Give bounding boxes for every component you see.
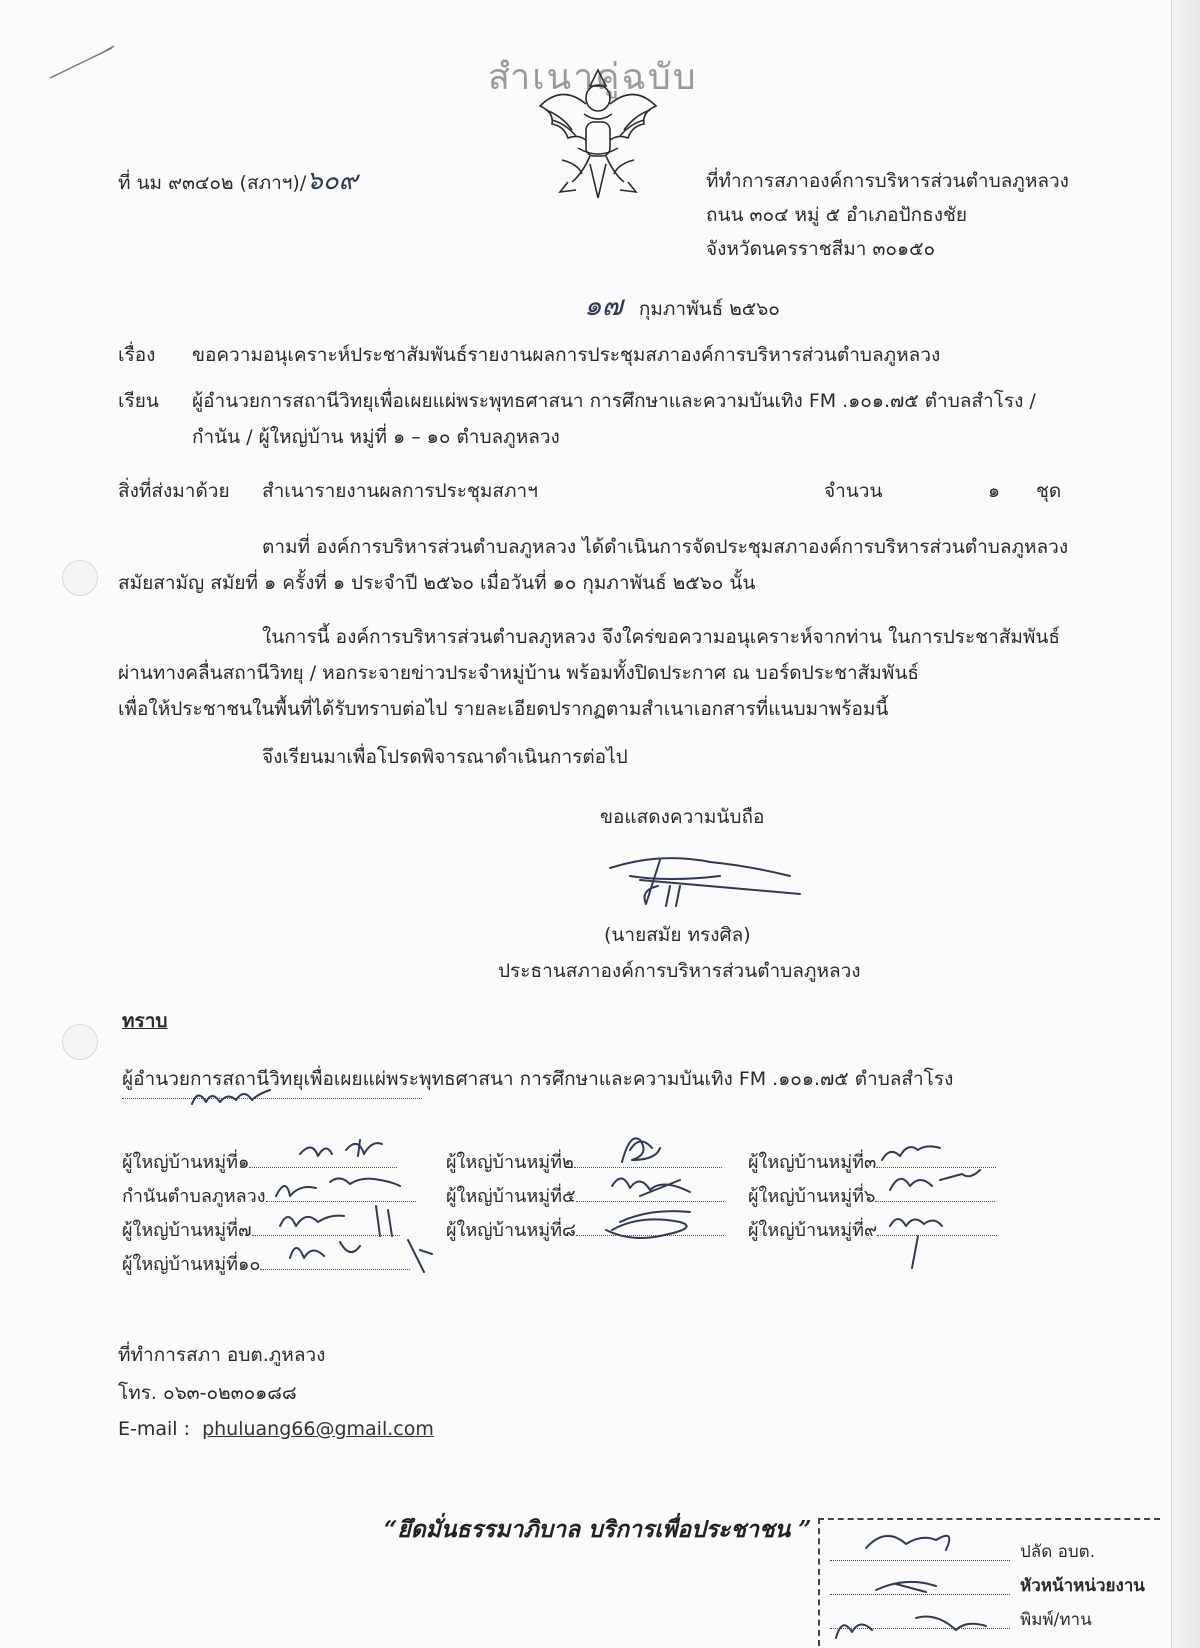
radio-director-line: ผู้อำนวยการสถานีวิทยุเพื่อเผยแผ่พระพุทธศาสนา การศึกษาและความบันเทิง FM .๑๐๑.๗๕ ตำบลสำโรง bbox=[122, 1068, 954, 1090]
email-row: E-mail : phuluang66@gmail.com bbox=[118, 1418, 434, 1440]
closing-regards: ขอแสดงความนับถือ bbox=[600, 806, 765, 828]
signoff-headman-10: ผู้ใหญ่บ้านหมู่ที่๑๐ bbox=[122, 1256, 410, 1274]
email-link[interactable]: phuluang66@gmail.com bbox=[202, 1418, 434, 1440]
paragraph-2-line-1: ในการนี้ องค์การบริหารส่วนตำบลภูหลวง จึงใคร่ขอความอนุเคราะห์จากท่าน ในการประชาสัมพันธ์ bbox=[262, 626, 1060, 648]
paragraph-2-line-2: ผ่านทางคลื่นสถานีวิทยุ / หอกระจายข่าวประจำหมู่บ้าน พร้อมทั้งปิดประกาศ ณ บอร์ดประชาสัมพันธ์ bbox=[118, 662, 919, 684]
address-line-1: ที่ทำการสภาองค์การบริหารส่วนตำบลภูหลวง bbox=[706, 170, 1069, 192]
page-edge bbox=[1171, 0, 1200, 1648]
stamp-line-2: หัวหน้าหน่วยงาน bbox=[1020, 1576, 1145, 1596]
subject-text: ขอความอนุเคราะห์ประชาสัมพันธ์รายงานผลการประชุมสภาองค์การบริหารส่วนตำบลภูหลวง bbox=[192, 344, 941, 366]
letter-date: ๑๗ กุมภาพันธ์ ๒๕๖๐ bbox=[584, 289, 780, 322]
signoff-headman-5: ผู้ใหญ่บ้านหมู่ที่๕ bbox=[446, 1188, 724, 1206]
garuda-emblem-icon bbox=[532, 64, 664, 204]
signoff-headman-2: ผู้ใหญ่บ้านหมู่ที่๒ bbox=[446, 1154, 722, 1172]
signoff-headman-1: ผู้ใหญ่บ้านหมู่ที่๑ bbox=[122, 1154, 397, 1172]
signoff-headman-8: ผู้ใหญ่บ้านหมู่ที่๘ bbox=[446, 1222, 724, 1240]
office-phone: โทร. ๐๖๓-๐๒๓๐๑๘๘ bbox=[118, 1382, 297, 1404]
signoff-headman-6: ผู้ใหญ่บ้านหมู่ที่๖ bbox=[748, 1188, 995, 1206]
signer-position: ประธานสภาองค์การบริหารส่วนตำบลภูหลวง bbox=[498, 960, 861, 982]
signoff-kamnan: กำนันตำบลภูหลวง bbox=[122, 1188, 416, 1206]
handwritten-day: ๑๗ bbox=[584, 289, 623, 322]
pen-mark bbox=[40, 40, 130, 90]
stamp-signatures bbox=[826, 1520, 1026, 1644]
to-label: เรียน bbox=[118, 390, 159, 412]
headmen-signatures bbox=[0, 1130, 1100, 1290]
subject-label: เรื่อง bbox=[118, 344, 156, 366]
punch-hole bbox=[62, 1024, 98, 1060]
paragraph-2-line-3: เพื่อให้ประชาชนในพื้นที่ได้รับทราบต่อไป รายละเอียดปรากฏตามสำเนาเอกสารที่แนบมาพร้อมนี้ bbox=[118, 698, 889, 720]
enclosure-text: สำเนารายงานผลการประชุมสภาฯ bbox=[262, 480, 538, 502]
paragraph-1-line-1: ตามที่ องค์การบริหารส่วนตำบลภูหลวง ได้ดำเนินการจัดประชุมสภาองค์การบริหารส่วนตำบลภูหลวง bbox=[262, 536, 1069, 558]
president-signature bbox=[600, 846, 810, 916]
paragraph-3: จึงเรียนมาเพื่อโปรดพิจารณาดำเนินการต่อไป bbox=[262, 746, 628, 768]
signoff-headman-3: ผู้ใหญ่บ้านหมู่ที่๓ bbox=[748, 1154, 996, 1172]
address-line-2: ถนน ๓๐๔ หมู่ ๕ อำเภอปักธงชัย bbox=[706, 204, 968, 226]
signoff-headman-7: ผู้ใหญ่บ้านหมู่ที่๗ bbox=[122, 1222, 400, 1240]
radio-director-signature bbox=[188, 1082, 278, 1112]
copy-stamp: สำเนาคู่ฉบับ bbox=[488, 57, 698, 98]
paragraph-1-line-2: สมัยสามัญ สมัยที่ ๑ ครั้งที่ ๑ ประจำปี ๒๕๖๐ เมื่อวันที่ ๑๐ กุมภาพันธ์ ๒๕๖๐ นั้น bbox=[118, 572, 756, 594]
quantity-label: จำนวน bbox=[824, 480, 883, 502]
slogan: “ยึดมั่นธรรมาภิบาล บริการเพื่อประชาชน ” bbox=[384, 1516, 812, 1543]
quantity-unit: ชุด bbox=[1036, 480, 1062, 502]
acknowledge-heading: ทราบ bbox=[122, 1010, 168, 1032]
enclosure-label: สิ่งที่ส่งมาด้วย bbox=[118, 480, 230, 502]
signer-name: (นายสมัย ทรงศิล) bbox=[604, 924, 751, 946]
reference-number: ที่ นม ๙๓๔๐๒ (สภาฯ)/๖๐๙ bbox=[118, 166, 358, 196]
signoff-headman-9: ผู้ใหญ่บ้านหมู่ที่๙ bbox=[748, 1222, 997, 1240]
quantity-value: ๑ bbox=[988, 480, 1001, 502]
office-name: ที่ทำการสภา อบต.ภูหลวง bbox=[118, 1344, 326, 1366]
to-line-2: กำนัน / ผู้ใหญ่บ้าน หมู่ที่ ๑ – ๑๐ ตำบลภูหลวง bbox=[192, 426, 560, 448]
stamp-line-3: พิมพ์/ทาน bbox=[1020, 1610, 1092, 1630]
handwritten-ref: ๖๐๙ bbox=[306, 166, 358, 196]
stamp-line-1: ปลัด อบต. bbox=[1020, 1542, 1096, 1562]
address-line-3: จังหวัดนครราชสีมา ๓๐๑๕๐ bbox=[706, 238, 936, 260]
to-line-1: ผู้อำนวยการสถานีวิทยุเพื่อเผยแผ่พระพุทธศาสนา การศึกษาและความบันเทิง FM .๑๐๑.๗๕ ตำบลสำโรง / bbox=[192, 390, 1036, 412]
punch-hole bbox=[62, 560, 98, 596]
